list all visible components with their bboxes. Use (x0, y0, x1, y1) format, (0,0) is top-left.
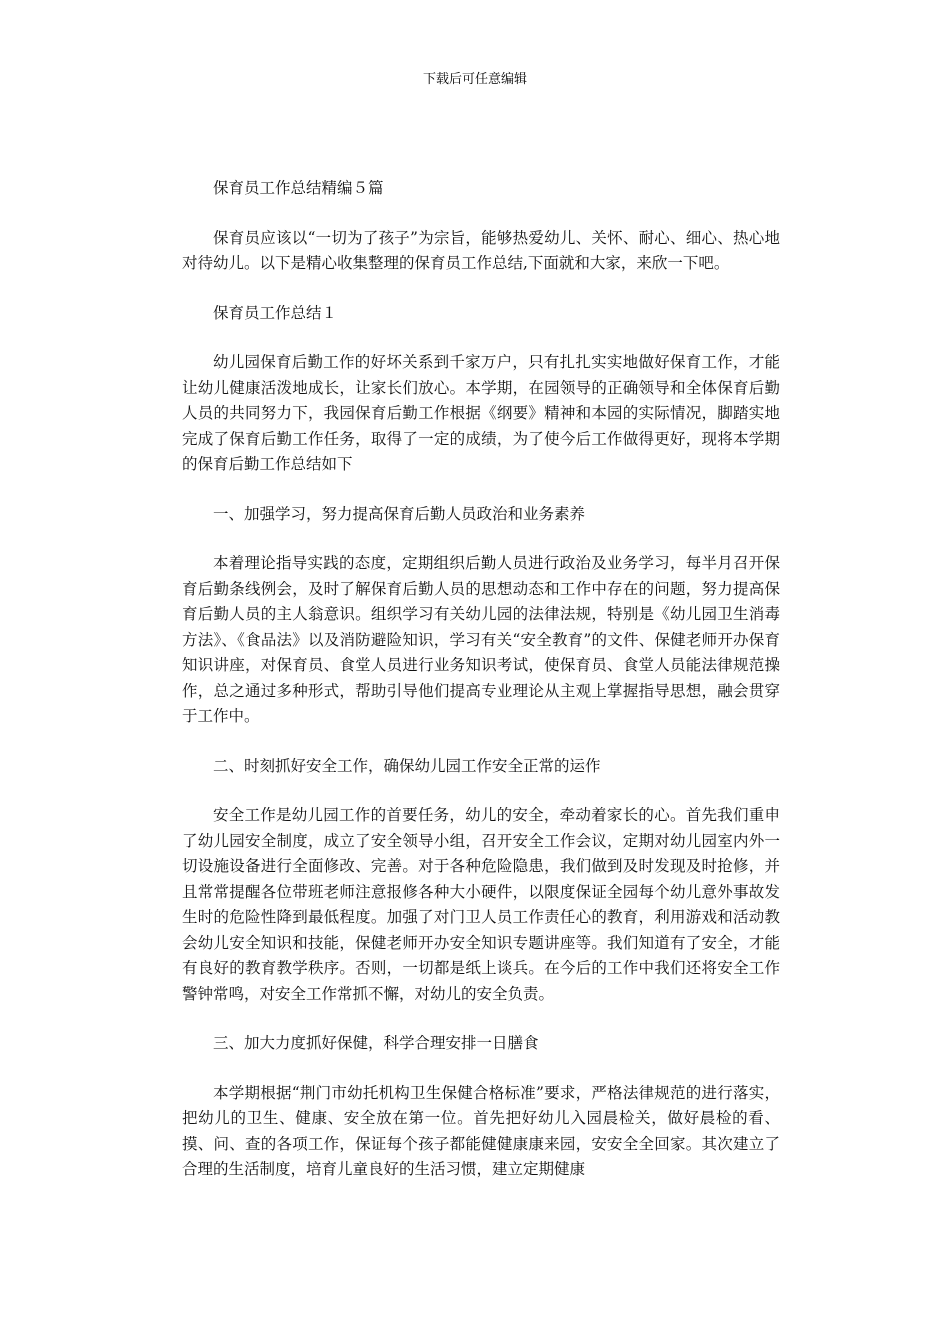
heading-1: 一、加强学习，努力提高保育后勤人员政治和业务素养 (213, 504, 586, 523)
paragraph-4: 本学期根据“荆门市幼托机构卫生保健合格标准”要求，严格法律规范的进行落实，把幼儿的卫生、健康、安全放在第一位。首先把好幼儿入园晨检关，做好晨检的看、摸、问、查的各项工作，保证每个孩子都能健健康康来园，安安全全回家。其次建立了合理的生活制度，培育儿童良好的生活习惯，建立定期健康 (182, 1083, 780, 1178)
document-title: 保育员工作总结精编５篇 (213, 179, 384, 197)
paragraph-3: 安全工作是幼儿园工作的首要任务，幼儿的安全，牵动着家长的心。首先我们重申了幼儿园安全制度，成立了安全领导小组，召开安全工作会议，定期对幼儿园室内外一切设施设备进行全面修改、完善。对于各种危险隐患，我们做到及时发现及时抢修，并且常常提醒各位带班老师注意报修各种大小硬件，以限度保证全园每个幼儿意外事故发生时的危险性降到最低程度。加强了对门卫人员工作责任心的教育，利用游戏和活动教会幼儿安全知识和技能，保健老师开办安全知识专题讲座等。我们知道有了安全，才能有良好的教育教学秩序。否则，一切都是纸上谈兵。在今后的工作中我们还将安全工作警钟常鸣，对安全工作常抓不懈，对幼儿的安全负责。 (182, 806, 780, 1003)
heading-2: 二、时刻抓好安全工作，确保幼儿园工作安全正常的运作 (213, 756, 601, 775)
page-header: 下载后可任意编辑 (422, 72, 527, 87)
document-body (182, 176, 780, 1207)
paragraph-2: 本着理论指导实践的态度，定期组织后勤人员进行政治及业务学习，每半月召开保育后勤条线例会，及时了解保育后勤人员的思想动态和工作中存在的问题，努力提高保育后勤人员的主人翁意识。组织学习有关幼儿园的法律法规，特别是《幼儿园卫生消毒方法》、《食品法》以及消防避险知识，学习有关“安全教育”的文件、保健老师开办保育知识讲座，对保育员、食堂人员进行业务知识考试，使保育员、食堂人员能法律规范操作，总之通过多种形式，帮助引导他们提高专业理论从主观上掌握指导思想，融会贯穿于工作中。 (182, 554, 780, 725)
intro-paragraph: 保育员应该以“一切为了孩子”为宗旨，能够热爱幼儿、关怀、耐心、细心、热心地对待幼儿。以下是精心收集整理的保育员工作总结,下面就和大家，来欣一下吧。 (182, 228, 780, 272)
heading-3: 三、加大力度抓好保健，科学合理安排一日膳食 (213, 1034, 539, 1052)
section-title: 保育员工作总结１ (213, 303, 338, 322)
paragraph-1: 幼儿园保育后勤工作的好坏关系到千家万户，只有扎扎实实地做好保育工作，才能让幼儿健康活泼地成长，让家长们放心。本学期，在园领导的正确领导和全体保育后勤人员的共同努力下，我园保育后勤工作根据《纲要》精神和本园的实际情况，脚踏实地完成了保育后勤工作任务，取得了一定的成绩，为了使今后工作做得更好，现将本学期的保育后勤工作总结如下 (182, 353, 780, 473)
